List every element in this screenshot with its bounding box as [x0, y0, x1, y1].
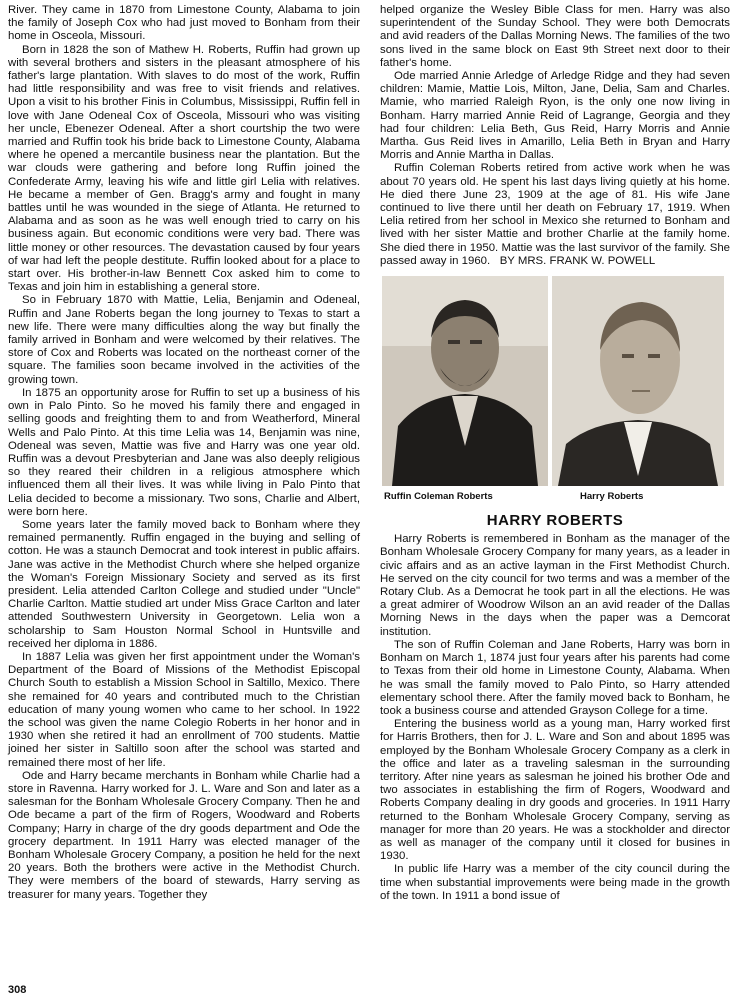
- paragraph: Harry Roberts is remembered in Bonham as the manager of the Bonham Wholesale Grocery Company for many years, as a leader in civic affairs and as an active layman in the First Methodist Church. He served on the city council for two terms and was a member of the Rotary Club. As a Democrat he took part in all the elections. He was a great admirer of Woodrow Wilson an an avid reader of the Dallas Morning News in the days when the paper was a Demcorat institution.: [380, 533, 730, 638]
- paragraph: Born in 1828 the son of Mathew H. Roberts, Ruffin had grown up with several brothers and sisters in the pleasant atmosphere of his father's large plantation. With slaves to do most of the work, Ruffin had little responsibility and was free to visit friends and relatives. Upon a visit to his brother Finis in Columbus, Mississippi, Ruffin fell in love with Jane Odeneal Cox of Osceola, Missouri who was visiting her uncle, Ebenezer Odeneal. After a short courtship the two were married and Ruffin took his bride back to Limestone County, Alabama where he opened a mercantile business near the plantation. But the war clouds were gathering and before long Ruffin joined the Confederate Army, leaving his wife and little girl Lelia with relatives. He became a member of Gen. Bragg's army and fought in many battles until he was wounded in the siege of Atlanta. He returned to Alabama and as soon as he was well enough tried to carry on his business again. But economic conditions were very bad. There was little money or other resources. The devastation caused by four years of war had left the people destitute. Ruffin looked about for a place to start over. His brother-in-law Bennett Cox asked him to come to Texas and join him in establishing a general store.: [8, 43, 360, 294]
- section-heading: HARRY ROBERTS: [486, 512, 624, 530]
- paragraph: The son of Ruffin Coleman and Jane Roberts, Harry was born in Bonham on March 1, 1874 just four years after his parents had come to Texas from their old home in Limestone County, Alabama. When he was small the family moved to Palo Pinto, so Harry attended elementary school there. After the family moved back to Bonham, he took a business course and attended Grayson College for a time.: [380, 638, 730, 717]
- photo-caption-ruffin: Ruffin Coleman Roberts: [384, 491, 493, 503]
- portrait-photo-ruffin: [382, 276, 548, 486]
- paragraph: Entering the business world as a young man, Harry worked first for Harris Brothers, then for J. L. Ware and Son and about 1895 was employed by the Bonham Wholesale Grocery Company as a clerk in the office and later as a traveling salesman in the surrounding territory. After nine years as salesman he joined his brother Ode and two associates in establishing the firm of Rogers, Woodward and Roberts Company dealing in dry goods and groceries. In 1911 Harry returned to the Bonham Wholesale Grocery Company, serving as manager for more than 20 years. He was a stockholder and director as well as manager of the company until it closed for busines in 1930.: [380, 718, 730, 863]
- paragraph: Ode and Harry became merchants in Bonham while Charlie had a store in Ravenna. Harry worked for J. L. Ware and Son and later as a salesman for the Bonham Wholesale Grocery Company. Then he and Ode became a part of the firm of Rogers, Woodward and Roberts Company; Harry in charge of the dry goods department and Ode the grocery department. In 1911 Harry was elected manager of the Bonham Wholesale Grocery Company, a position he held for the next 20 years. Both the brothers were active in the Methodist Church. They were members of the board of stewards, Harry serving as treasurer for many years. Together they: [8, 769, 360, 901]
- paragraph: In 1875 an opportunity arose for Ruffin to set up a business of his own in Palo Pinto. So he moved his family there and engaged in selling goods and freighting them to and from Weatherford, Mineral Wells and Palo Pinto. At this time Lelia was 14, Benjamin was nine, Odeneal was seven, Mattie was five and Harry was one year old. Ruffin was a devout Presbyterian and Jane was also deeply religious so they reared their children in a religious atmosphere which influenced them all their lives. It was while living in Palo Pinto that Lelia decided to become a missionary. Two sons, Charlie and Albert, were born here.: [8, 386, 360, 518]
- paragraph: In public life Harry was a member of the city council during the time when substantial improvements were being made in the growth of the town. In 1911 a bond issue of: [380, 863, 730, 902]
- left-column: [8, 4, 360, 902]
- photo-caption-harry: Harry Roberts: [580, 491, 644, 503]
- paragraph: River. They came in 1870 from Limestone County, Alabama to join the family of Joseph Cox who had just moved to Bonham from their home in Osceola, Missouri.: [8, 4, 360, 43]
- paragraph: helped organize the Wesley Bible Class for men. Harry was also superintendent of the Sunday School. They were both Democrats and avid readers of the Dallas Morning News. The families of the two sons lived in the same block on East 9th Street next door to their father's home.: [380, 4, 730, 69]
- byline: BY MRS. FRANK W. POWELL: [499, 254, 656, 267]
- paragraph: Some years later the family moved back to Bonham where they remained permanently. Ruffin engaged in the buying and selling of cotton. He was a staunch Democrat and took interest in public affairs. Jane was active in the Methodist Church where she helped organize the Woman's Foreign Missionary Society and served as its first president. Lelia attended Carlton College and studied under "Uncle" Charlie Carlton. Mattie studied art under Miss Grace Carlton and later attended Southwestern University in Georgetown. Lelia won a scholarship to Sam Houston Normal School in Huntsville and received her diploma in 1886.: [8, 518, 360, 650]
- photo-section: [380, 276, 730, 508]
- paragraph: [380, 162, 730, 268]
- paragraph-text: Ruffin Coleman Roberts retired from active work when he was about 70 years old. He spent his last days living quietly at his home. He died there June 23, 1909 at the age of 81. His wife Jane continued to live there until her death on February 17, 1919. When Lelia retired from her school in Mexico she returned to Bonham and lived with her sister Mattie and brother Charlie at the family home. She died there in 1950. Mattie was the last survivor of the family. She passed away in 1960.: [380, 162, 730, 267]
- portrait-photo-harry: [552, 276, 724, 486]
- paragraph: Ode married Annie Arledge of Arledge Ridge and they had seven children: Mamie, Mattie Lois, Milton, Jane, Delia, Sam and Charles. Mamie, who married Raleigh Ryon, is the only one now living in Bonham. Harry married Annie Reid of Lagrange, Georgia and they had four children: Lelia Beth, Gus Reid, Harry Morris and Annie Martha. Gus Reid lives in Amarillo, Lelia Beth in Bryan and Harry Morris and Annie Martha in Dallas.: [380, 70, 730, 162]
- paragraph: In 1887 Lelia was given her first appointment under the Woman's Department of the Board of Missions of the Methodist Episcopal Church South to establish a Mission School in Saltillo, Mexico. There she remained for 40 years and contributed much to the Christian education of many young women who came to her school. In 1922 the school was given the name Colegio Roberts in her honor and in 1930 when she retired it had an enrollment of 700 students. Mattie joined her sister in Saltillo soon after the school was started and remained there most of her life.: [8, 650, 360, 769]
- paragraph: So in February 1870 with Mattie, Lelia, Benjamin and Odeneal, Ruffin and Jane Roberts began the long journey to Texas to start a new life. There were many difficulties along the way but finally the family arrived in Bonham and were welcomed by their relatives. The store of Cox and Roberts was located on the northeast corner of the square. The families soon became involved in the activities of the growing town.: [8, 294, 360, 386]
- right-column: [380, 4, 730, 903]
- page-number: 308: [8, 984, 27, 996]
